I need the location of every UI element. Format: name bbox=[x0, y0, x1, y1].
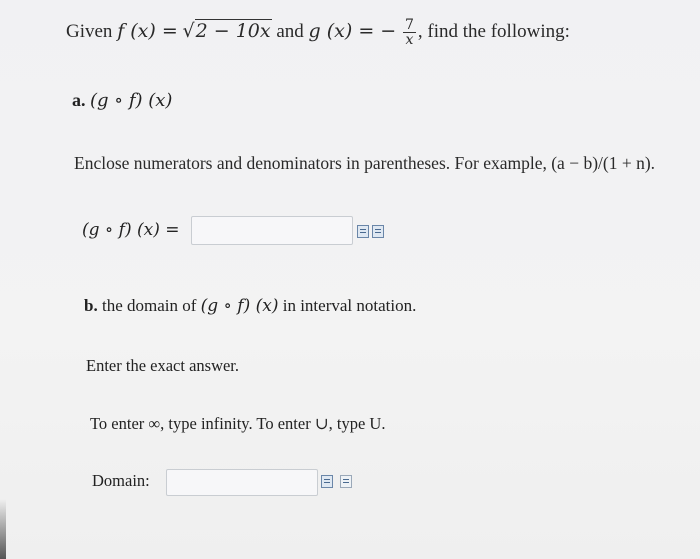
part-a-heading bbox=[72, 90, 172, 111]
help-icon[interactable] bbox=[372, 225, 384, 238]
part-a-expression: (g ∘ f) (x) bbox=[90, 90, 173, 111]
infinity-note: To enter ∞, type infinity. To enter ∪, type U. bbox=[90, 414, 386, 433]
g-fraction bbox=[403, 18, 416, 47]
domain-input[interactable] bbox=[166, 469, 318, 496]
intro-tail: , find the following: bbox=[417, 20, 570, 42]
and-word: and bbox=[276, 20, 304, 42]
equation-editor-icon[interactable] bbox=[357, 225, 369, 238]
fraction-numerator: 7 bbox=[404, 17, 414, 33]
exact-answer-note: Enter the exact answer. bbox=[86, 356, 240, 375]
part-b-letter: b. bbox=[84, 296, 98, 315]
sqrt-expression: √2 − 10x bbox=[182, 19, 271, 42]
part-a-letter: a. bbox=[72, 90, 86, 110]
sqrt-radicand: 2 − 10x bbox=[195, 19, 271, 42]
g-definition: g (x) = − bbox=[308, 19, 397, 42]
fraction-denominator: x bbox=[405, 32, 414, 48]
instruction-text: Enclose numerators and denominators in parentheses. For example, (a − b)/(1 + n). bbox=[74, 153, 656, 173]
help-icon[interactable] bbox=[340, 475, 352, 488]
part-b-text-pre: the domain of bbox=[101, 296, 197, 315]
given-word: Given bbox=[66, 20, 113, 42]
part-b-expression: (g ∘ f) (x) bbox=[200, 296, 279, 316]
part-b-text-post: in interval notation. bbox=[282, 296, 417, 315]
f-definition: f (x) = bbox=[117, 19, 178, 42]
answer-a-label: (g ∘ f) (x) = bbox=[82, 220, 180, 240]
domain-label: Domain: bbox=[92, 471, 150, 490]
part-b-heading bbox=[84, 296, 416, 316]
answer-a-input[interactable] bbox=[191, 216, 353, 245]
equation-editor-icon[interactable] bbox=[321, 475, 333, 488]
problem-statement bbox=[66, 18, 570, 47]
screen-edge-shadow bbox=[0, 499, 6, 559]
